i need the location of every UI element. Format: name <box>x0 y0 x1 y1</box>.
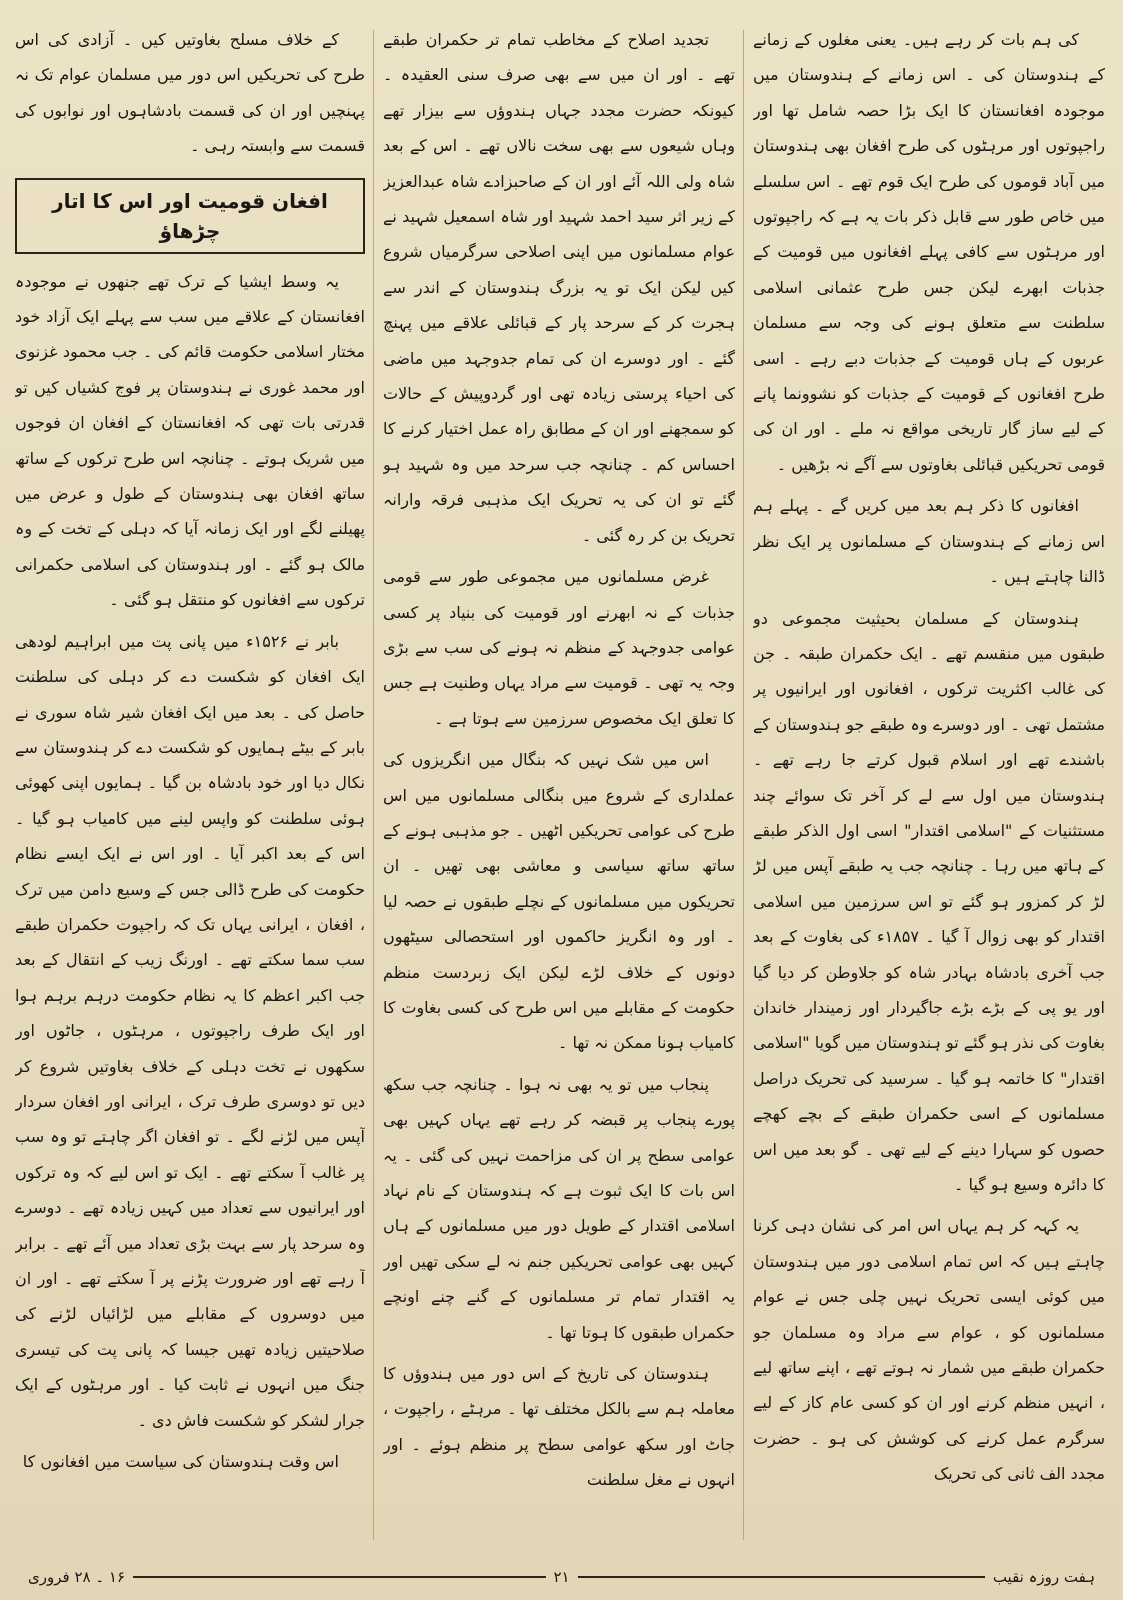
paragraph: اس وقت ہندوستان کی سیاست میں افغانوں کا <box>22 1452 339 1472</box>
paragraph: یہ وسط ایشیا کے ترک تھے جنھوں نے موجودہ افغانستان کے علاقے میں سب سے پہلے ایک آزاد خود مختار اسلامی حکومت قائم کی ۔ جب محمود غزنوی اور محمد غوری نے ہندوستان پر فوج کشیاں کیں تو قدرتی بات تھی کہ افغانستان کے افغان ان فوجوں میں شریک ہوتے ۔ چنانچہ اس طرح ترکوں کے ساتھ ساتھ افغان بھی ہندوستان کے طول و عرض میں پھیلنے لگے اور ایک زمانہ آیا کہ دہلی کے تخت کے وہ مالک ہو گئے ۔ اور ہندوستان کی اسلامی حکمرانی ترکوں سے افغانوں کو منتقل ہو گئی ۔ <box>15 271 365 610</box>
paragraph: تجدید اصلاح کے مخاطب تمام تر حکمران طبقے تھے ۔ اور ان میں سے بھی صرف سنی العقیدہ ۔ کیونکہ حضرت مجدد جہاں ہندوؤں سے بیزار تھے وہاں شیعوں سے بھی سخت نالاں تھے ۔ اس کے بعد شاہ ولی اللہ آئے اور ان کے صاحبزادے شاہ عبدالعزیز کے زیر اثر سید احمد شہید اور شاہ اسمعیل شہید نے عوام مسلمانوں میں اپنی اصلاحی سرگرمیاں شروع کیں لیکن ایک تو یہ بزرگ ہندوستان کے اندر سے ہجرت کر کے سرحد پار کے قبائلی علاقے میں پہنچ گئے ۔ اور دوسرے ان کی تمام جدوجہد میں ماضی کی احیاء پرستی زیادہ تھی اور گردوپیش کے حالات کو سمجھنے اور ان کے مطابق راہ عمل اختیار کرنے کا احساس کم ۔ چنانچہ جب سرحد میں وہ شہید ہو گئے تو ان کی یہ تحریک ایک مذہبی فرقہ وارانہ تحریک بن کر رہ گئی ۔ <box>383 30 735 545</box>
paragraph: غرض مسلمانوں میں مجموعی طور سے قومی جذبات کے نہ ابھرنے اور قومیت کی بنیاد پر کسی عوامی جدوجہد کے منظم نہ ہونے کی سب سے بڑی وجہ یہ تھی ۔ قومیت سے مراد یہاں وطنیت ہے جس کا تعلق ایک مخصوص سرزمین سے ہوتا ہے ۔ <box>383 567 735 728</box>
paragraph: ہندوستان کی تاریخ کے اس دور میں ہندوؤں کا معاملہ ہم سے بالکل مختلف تھا ۔ مرہٹے ، راجپوت ، جاٹ اور سکھ عوامی سطح پر منظم ہوئے ۔ اور انہوں نے مغل سلطنت <box>383 1364 735 1490</box>
column-middle <box>383 22 735 1552</box>
paragraph: کی ہم بات کر رہے ہیں۔ یعنی مغلوں کے زمانے کے ہندوستان کی ۔ اس زمانے کے ہندوستان میں موجودہ افغانستان کا ایک بڑا حصہ شامل تھا اور راجپوتوں اور مرہٹوں کی طرح افغان بھی ہندوستان میں آباد قوموں کی طرح ایک قوم تھے ۔ اس سلسلے میں خاص طور سے قابل ذکر بات یہ ہے کہ راجپوتوں اور مرہٹوں سے کافی پہلے افغانوں میں قومیت کے جذبات ابھرے لیکن جس طرح عثمانی اسلامی سلطنت سے متعلق ہونے کی وجہ سے مسلمان عربوں کے ہاں قومیت کے جذبات دبے رہے ۔ اسی طرح افغانوں کے قومیت کے جذبات کو نشوونما پانے کے لیے ساز گار تاریخی مواقع نہ ملے ۔ اور ان کی قومی تحریکیں قبائلی بغاوتوں سے آگے نہ بڑھیں ۔ <box>753 30 1105 474</box>
paragraph: یہ کہہ کر ہم یہاں اس امر کی نشان دہی کرنا چاہتے ہیں کہ اس تمام اسلامی دور میں ہندوستان میں کوئی ایسی تحریک نہیں چلی جس نے عوام مسلمانوں کو ، عوام سے مراد وہ مسلمان جو حکمران طبقے میں شمار نہ ہوتے تھے ، اپنے ساتھ لیے ، انہیں منظم کرنے اور ان کو کسی عام کاز کے لیے سرگرم عمل کرنے کی کوشش کی ہو ۔ حضرت مجدد الف ثانی کی تحریک <box>753 1216 1105 1484</box>
paragraph: ہندوستان کے مسلمان بحیثیت مجموعی دو طبقوں میں منقسم تھے ۔ ایک حکمران طبقہ ۔ جن کی غالب اکثریت ترکوں ، افغانوں اور ایرانیوں پر مشتمل تھی ۔ اور دوسرے وہ طبقے جو ہندوستان کے باشندے تھے اور اسلام قبول کرتے جا رہے تھے ۔ ہندوستان میں اول سے لے کر آخر تک سوائے چند مستثنیات کے "اسلامی اقتدار" اسی اول الذکر طبقے کے ہاتھ میں رہا ۔ چنانچہ جب یہ طبقے آپس میں لڑ لڑ کر کمزور ہو گئے تو اس سرزمین میں اسلامی اقتدار کو بھی زوال آ گیا ۔ ۱۸۵۷ء کی بغاوت کے بعد جب آخری بادشاہ بہادر شاہ کو جلاوطن کر دیا گیا اور یو پی کے بڑے بڑے جاگیردار اور زمیندار خاندان بغاوت کی نذر ہو گئے تو ہندوستان میں گویا "اسلامی اقتدار" کا خاتمہ ہو گیا ۔ سرسید کی تحریک دراصل مسلمانوں کے اسی حکمران طبقے کے بچے کھچے حصوں کو سہارا دینے کے لیے تھی ۔ گو بعد میں اس کا دائرہ وسیع ہو گیا ۔ <box>753 608 1105 1194</box>
publication-name: ہفت روزہ نقیب <box>985 1562 1103 1592</box>
paragraph: اس میں شک نہیں کہ بنگال میں انگریزوں کی عملداری کے شروع میں بنگالی مسلمانوں میں اس طرح کی عوامی تحریکیں اٹھیں ۔ جو مذہبی ہونے کے ساتھ ساتھ سیاسی و معاشی بھی تھیں ۔ ان تحریکوں میں مسلمانوں کے نچلے طبقوں نے حصہ لیا ۔ اور وہ انگریز حاکموں اور استحصالی سیٹھوں دونوں کے خلاف لڑے لیکن ایک زبردست منظم حکومت کے مقابلے میں اس طرح کی کسی بغاوت کا کامیاب ہونا ممکن نہ تھا ۔ <box>383 750 735 1053</box>
column-divider <box>373 30 374 1540</box>
issue-date: ۱۶ ۔ ۲۸ فروری <box>20 1562 133 1592</box>
column-left <box>15 22 365 1552</box>
paragraph: افغانوں کا ذکر ہم بعد میں کریں گے ۔ پہلے ہم اس زمانے کے ہندوستان کے مسلمانوں پر ایک نظر ڈالنا چاہتے ہیں ۔ <box>753 496 1105 587</box>
column-divider <box>743 30 744 1540</box>
section-heading: افغان قومیت اور اس کا اتار چڑھاؤ <box>15 178 365 254</box>
paragraph: بابر نے ۱۵۲۶ء میں پانی پت میں ابراہیم لودھی ایک افغان کو شکست دے کر دہلی کی سلطنت حاصل کی ۔ بعد میں ایک افغان شیر شاہ سوری نے بابر کے بیٹے ہمایوں کو شکست دے کر ہندوستان سے نکال دیا اور خود بادشاہ بن گیا ۔ ہمایوں اپنی کھوئی ہوئی سلطنت کو واپس لینے میں کامیاب ہو گیا ۔ اس کے بعد اکبر آیا ۔ اور اس نے ایک ایسے نظام حکومت کی طرح ڈالی جس کے وسیع دامن میں ترک ، افغان ، ایرانی یہاں تک کہ راجپوت حکمران طبقے سب سما سکتے تھے ۔ اورنگ زیب کے انتقال کے بعد جب اکبر اعظم کا یہ نظام حکومت درہم برہم ہوا اور ایک طرف راجپوتوں ، مرہٹوں ، جاٹوں اور سکھوں نے تخت دہلی کے خلاف بغاوتیں شروع کر دیں تو دوسری طرف ترک ، ایرانی اور افغان سردار آپس میں لڑنے لگے ۔ تو افغان اگر چاہتے تو وہ سب پر غالب آ سکتے تھے ۔ ایک تو اس لیے کہ وہ ترکوں اور ایرانیوں سے تعداد میں کہیں زیادہ تھے ۔ دوسرے وہ سرحد پار سے بہت بڑی تعداد میں آئے تھے ۔ برابر آ رہے تھے اور ضرورت پڑنے پر آ سکتے تھے ۔ اور ان میں دوسروں کے مقابلے میں لڑائیاں لڑنے کی صلاحیتیں زیادہ تھیں جیسا کہ پانی پت کی تیسری جنگ میں انہوں نے ثابت کیا ۔ اور مرہٹوں کے ایک جرار لشکر کو شکست فاش دی ۔ <box>15 631 365 1430</box>
column-right <box>753 22 1105 1552</box>
page-number: ۲۱ <box>545 1562 577 1592</box>
page-footer <box>20 1562 1103 1592</box>
paragraph: کے خلاف مسلح بغاوتیں کیں ۔ آزادی کی اس طرح کی تحریکیں اس دور میں مسلمان عوام تک نہ پہنچیں اور ان کی قسمت بادشاہوں اور نوابوں کی قسمت سے وابستہ رہی ۔ <box>15 30 365 156</box>
paragraph: پنجاب میں تو یہ بھی نہ ہوا ۔ چنانچہ جب سکھ پورے پنجاب پر قبضہ کر رہے تھے یہاں کہیں بھی عوامی سطح پر ان کی مزاحمت نہیں کی گئی ۔ یہ اس بات کا ایک ثبوت ہے کہ ہندوستان کے نام نہاد اسلامی اقتدار کے طویل دور میں مسلمانوں کے ہاں کہیں بھی عوامی تحریکیں جنم نہ لے سکی تھیں اور یہ اقتدار تمام تر مسلمانوں کے گنے چنے اونچے حکمراں طبقوں کا ہوتا تھا ۔ <box>383 1074 735 1342</box>
